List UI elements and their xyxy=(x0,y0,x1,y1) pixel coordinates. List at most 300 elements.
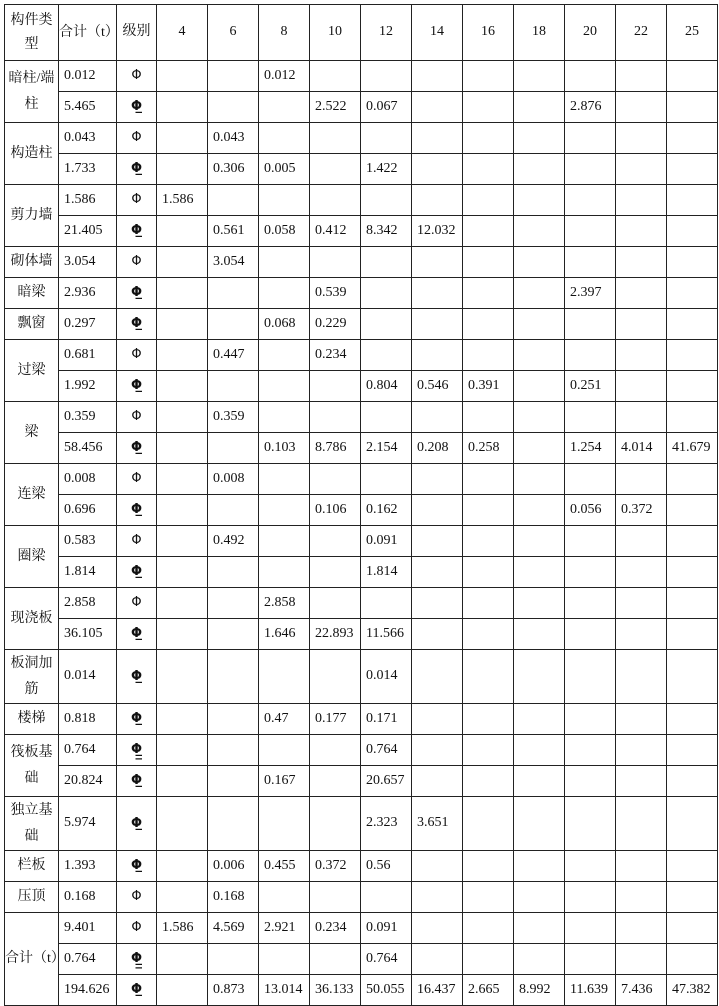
total-cell: 5.465 xyxy=(59,92,117,123)
component-type-cell: 压顶 xyxy=(5,882,59,913)
weight-cell xyxy=(565,882,616,913)
weight-cell xyxy=(157,704,208,735)
weight-cell xyxy=(667,123,718,154)
weight-cell xyxy=(616,464,667,495)
grade-symbol: Φ̲ xyxy=(117,704,157,735)
grade-symbol: Φ̲ xyxy=(117,650,157,704)
weight-cell xyxy=(412,61,463,92)
weight-cell xyxy=(667,526,718,557)
weight-cell xyxy=(514,588,565,619)
component-type-cell: 筏板基础 xyxy=(5,735,59,797)
weight-cell xyxy=(412,340,463,371)
weight-cell xyxy=(208,619,259,650)
total-cell: 0.359 xyxy=(59,402,117,433)
weight-cell xyxy=(565,557,616,588)
weight-cell xyxy=(463,216,514,247)
weight-cell xyxy=(514,185,565,216)
table-row xyxy=(5,851,718,882)
weight-cell: 0.058 xyxy=(259,216,310,247)
weight-cell: 0.492 xyxy=(208,526,259,557)
weight-cell: 8.342 xyxy=(361,216,412,247)
weight-cell: 0.372 xyxy=(616,495,667,526)
grade-symbol: Φ xyxy=(117,913,157,944)
weight-cell xyxy=(208,944,259,975)
header-diameter: 4 xyxy=(157,5,208,61)
weight-cell xyxy=(514,619,565,650)
weight-cell xyxy=(259,735,310,766)
weight-cell xyxy=(463,944,514,975)
weight-cell xyxy=(157,402,208,433)
weight-cell xyxy=(463,123,514,154)
weight-cell xyxy=(514,278,565,309)
table-row xyxy=(5,185,718,216)
weight-cell xyxy=(565,247,616,278)
total-cell: 0.297 xyxy=(59,309,117,340)
total-cell: 0.818 xyxy=(59,704,117,735)
weight-cell xyxy=(310,882,361,913)
weight-cell xyxy=(463,340,514,371)
weight-cell xyxy=(565,766,616,797)
table-row xyxy=(5,92,718,123)
weight-cell xyxy=(667,154,718,185)
weight-cell xyxy=(361,61,412,92)
weight-cell xyxy=(310,154,361,185)
weight-cell: 12.032 xyxy=(412,216,463,247)
grade-symbol: Φ xyxy=(117,123,157,154)
weight-cell: 0.251 xyxy=(565,371,616,402)
weight-cell xyxy=(463,766,514,797)
component-type-cell: 栏板 xyxy=(5,851,59,882)
weight-cell xyxy=(616,92,667,123)
weight-cell xyxy=(310,557,361,588)
weight-cell xyxy=(157,619,208,650)
grade-symbol: Φ xyxy=(117,526,157,557)
total-cell: 0.008 xyxy=(59,464,117,495)
weight-cell xyxy=(412,735,463,766)
weight-cell xyxy=(565,913,616,944)
weight-cell: 11.639 xyxy=(565,975,616,1006)
weight-cell: 0.804 xyxy=(361,371,412,402)
weight-cell xyxy=(565,588,616,619)
weight-cell xyxy=(667,216,718,247)
weight-cell xyxy=(565,851,616,882)
weight-cell: 1.586 xyxy=(157,913,208,944)
component-type-cell: 暗梁 xyxy=(5,278,59,309)
weight-cell xyxy=(667,92,718,123)
weight-cell xyxy=(616,402,667,433)
weight-cell xyxy=(412,882,463,913)
total-cell: 58.456 xyxy=(59,433,117,464)
weight-cell: 0.167 xyxy=(259,766,310,797)
grade-symbol: Φ̲ xyxy=(117,278,157,309)
weight-cell xyxy=(310,464,361,495)
weight-cell xyxy=(208,557,259,588)
weight-cell xyxy=(565,154,616,185)
weight-cell xyxy=(667,882,718,913)
weight-cell xyxy=(463,851,514,882)
weight-cell xyxy=(259,402,310,433)
header-diameter: 12 xyxy=(361,5,412,61)
weight-cell xyxy=(514,526,565,557)
weight-cell xyxy=(208,766,259,797)
weight-cell xyxy=(157,154,208,185)
component-type-cell: 板洞加筋 xyxy=(5,650,59,704)
weight-cell xyxy=(412,464,463,495)
weight-cell xyxy=(514,340,565,371)
weight-cell xyxy=(412,309,463,340)
weight-cell xyxy=(259,278,310,309)
weight-cell xyxy=(361,464,412,495)
grade-symbol: Φ xyxy=(117,464,157,495)
weight-cell xyxy=(616,704,667,735)
weight-cell xyxy=(565,944,616,975)
weight-cell: 2.522 xyxy=(310,92,361,123)
table-row xyxy=(5,371,718,402)
weight-cell xyxy=(157,766,208,797)
table-row xyxy=(5,913,718,944)
weight-cell xyxy=(361,185,412,216)
table-row xyxy=(5,61,718,92)
weight-cell xyxy=(667,650,718,704)
total-cell: 0.764 xyxy=(59,944,117,975)
weight-cell xyxy=(412,913,463,944)
table-row xyxy=(5,402,718,433)
weight-cell xyxy=(157,464,208,495)
weight-cell xyxy=(157,247,208,278)
grade-symbol: Φ̲ xyxy=(117,975,157,1006)
weight-cell: 0.561 xyxy=(208,216,259,247)
weight-cell: 0.234 xyxy=(310,340,361,371)
header-row xyxy=(5,5,718,61)
weight-cell xyxy=(514,247,565,278)
grade-symbol: Φ̲ xyxy=(117,216,157,247)
weight-cell xyxy=(616,588,667,619)
weight-cell xyxy=(667,588,718,619)
weight-cell xyxy=(361,588,412,619)
weight-cell: 7.436 xyxy=(616,975,667,1006)
weight-cell xyxy=(463,92,514,123)
total-cell: 194.626 xyxy=(59,975,117,1006)
weight-cell: 2.921 xyxy=(259,913,310,944)
weight-cell xyxy=(667,371,718,402)
weight-cell xyxy=(463,309,514,340)
weight-cell: 47.382 xyxy=(667,975,718,1006)
header-diameter: 8 xyxy=(259,5,310,61)
total-cell: 5.974 xyxy=(59,797,117,851)
weight-cell xyxy=(310,735,361,766)
weight-cell xyxy=(514,882,565,913)
weight-cell: 2.876 xyxy=(565,92,616,123)
weight-cell: 16.437 xyxy=(412,975,463,1006)
weight-cell: 1.814 xyxy=(361,557,412,588)
weight-cell xyxy=(667,278,718,309)
weight-cell xyxy=(565,619,616,650)
grade-symbol: Φ xyxy=(117,340,157,371)
weight-cell xyxy=(412,766,463,797)
weight-cell: 0.306 xyxy=(208,154,259,185)
header-type: 构件类型 xyxy=(5,5,59,61)
weight-cell xyxy=(667,185,718,216)
table-row xyxy=(5,619,718,650)
weight-cell: 0.359 xyxy=(208,402,259,433)
weight-cell xyxy=(412,247,463,278)
weight-cell xyxy=(463,278,514,309)
weight-cell xyxy=(514,123,565,154)
weight-cell xyxy=(514,61,565,92)
weight-cell xyxy=(565,123,616,154)
weight-cell xyxy=(310,797,361,851)
weight-cell xyxy=(208,588,259,619)
total-cell: 1.733 xyxy=(59,154,117,185)
header-diameter: 18 xyxy=(514,5,565,61)
header-diameter: 22 xyxy=(616,5,667,61)
weight-cell xyxy=(412,92,463,123)
weight-cell: 4.569 xyxy=(208,913,259,944)
weight-cell xyxy=(616,766,667,797)
header-diameter: 25 xyxy=(667,5,718,61)
weight-cell xyxy=(463,154,514,185)
weight-cell xyxy=(157,495,208,526)
weight-cell xyxy=(157,975,208,1006)
total-cell: 0.696 xyxy=(59,495,117,526)
weight-cell: 2.665 xyxy=(463,975,514,1006)
weight-cell xyxy=(514,797,565,851)
table-row xyxy=(5,247,718,278)
weight-cell xyxy=(616,650,667,704)
weight-cell xyxy=(310,402,361,433)
weight-cell xyxy=(616,247,667,278)
weight-cell: 8.992 xyxy=(514,975,565,1006)
weight-cell xyxy=(412,185,463,216)
weight-cell: 20.657 xyxy=(361,766,412,797)
weight-cell: 0.171 xyxy=(361,704,412,735)
weight-cell xyxy=(208,92,259,123)
weight-cell xyxy=(565,464,616,495)
weight-cell xyxy=(616,557,667,588)
weight-cell xyxy=(412,944,463,975)
weight-cell xyxy=(310,526,361,557)
weight-cell: 0.106 xyxy=(310,495,361,526)
weight-cell xyxy=(412,851,463,882)
weight-cell xyxy=(259,797,310,851)
weight-cell xyxy=(616,123,667,154)
weight-cell xyxy=(310,61,361,92)
table-row xyxy=(5,944,718,975)
component-type-cell: 飘窗 xyxy=(5,309,59,340)
weight-cell: 0.372 xyxy=(310,851,361,882)
total-cell: 0.012 xyxy=(59,61,117,92)
weight-cell xyxy=(310,588,361,619)
weight-cell: 0.162 xyxy=(361,495,412,526)
weight-cell xyxy=(667,340,718,371)
weight-cell: 0.014 xyxy=(361,650,412,704)
weight-cell xyxy=(361,247,412,278)
weight-cell xyxy=(412,557,463,588)
weight-cell xyxy=(616,735,667,766)
weight-cell xyxy=(565,61,616,92)
weight-cell: 0.764 xyxy=(361,944,412,975)
header-total: 合计（t） xyxy=(59,5,117,61)
weight-cell xyxy=(463,797,514,851)
weight-cell xyxy=(412,704,463,735)
weight-cell xyxy=(514,402,565,433)
weight-cell xyxy=(157,944,208,975)
weight-cell xyxy=(667,402,718,433)
weight-cell: 0.391 xyxy=(463,371,514,402)
weight-cell xyxy=(157,851,208,882)
grade-symbol: Φ̲̲ xyxy=(117,735,157,766)
weight-cell: 1.422 xyxy=(361,154,412,185)
total-cell: 2.936 xyxy=(59,278,117,309)
weight-cell xyxy=(463,185,514,216)
weight-cell: 0.006 xyxy=(208,851,259,882)
weight-cell xyxy=(565,216,616,247)
weight-cell xyxy=(412,278,463,309)
total-cell: 2.858 xyxy=(59,588,117,619)
weight-cell xyxy=(412,619,463,650)
weight-cell: 0.103 xyxy=(259,433,310,464)
table-row xyxy=(5,735,718,766)
weight-cell xyxy=(463,913,514,944)
weight-cell: 8.786 xyxy=(310,433,361,464)
weight-cell xyxy=(412,526,463,557)
weight-cell xyxy=(514,557,565,588)
weight-cell xyxy=(361,402,412,433)
weight-cell xyxy=(208,278,259,309)
weight-cell: 0.177 xyxy=(310,704,361,735)
weight-cell xyxy=(157,92,208,123)
component-type-cell: 过梁 xyxy=(5,340,59,402)
weight-cell: 0.412 xyxy=(310,216,361,247)
grade-symbol: Φ xyxy=(117,402,157,433)
weight-cell xyxy=(157,309,208,340)
weight-cell xyxy=(259,882,310,913)
weight-cell xyxy=(667,944,718,975)
grade-symbol: Φ̲ xyxy=(117,851,157,882)
weight-cell: 0.008 xyxy=(208,464,259,495)
weight-cell: 0.229 xyxy=(310,309,361,340)
total-cell: 0.681 xyxy=(59,340,117,371)
weight-cell xyxy=(616,61,667,92)
component-type-cell: 梁 xyxy=(5,402,59,464)
grade-symbol: Φ̲ xyxy=(117,619,157,650)
weight-cell xyxy=(667,851,718,882)
weight-cell xyxy=(208,185,259,216)
component-type-cell: 圈梁 xyxy=(5,526,59,588)
weight-cell: 0.208 xyxy=(412,433,463,464)
header-grade: 级别 xyxy=(117,5,157,61)
weight-cell xyxy=(208,735,259,766)
weight-cell xyxy=(157,650,208,704)
weight-cell xyxy=(463,588,514,619)
table-row xyxy=(5,464,718,495)
total-cell: 1.393 xyxy=(59,851,117,882)
weight-cell xyxy=(208,371,259,402)
weight-cell xyxy=(208,650,259,704)
weight-cell xyxy=(667,735,718,766)
table-row xyxy=(5,797,718,851)
weight-cell xyxy=(412,154,463,185)
weight-cell xyxy=(514,913,565,944)
table-row xyxy=(5,975,718,1006)
weight-cell xyxy=(667,464,718,495)
weight-cell: 36.133 xyxy=(310,975,361,1006)
table-row xyxy=(5,495,718,526)
weight-cell xyxy=(463,735,514,766)
weight-cell xyxy=(157,216,208,247)
weight-cell: 3.651 xyxy=(412,797,463,851)
weight-cell xyxy=(310,766,361,797)
weight-cell xyxy=(514,735,565,766)
weight-cell: 0.56 xyxy=(361,851,412,882)
weight-cell xyxy=(463,61,514,92)
weight-cell xyxy=(565,402,616,433)
weight-cell: 2.323 xyxy=(361,797,412,851)
weight-cell: 2.858 xyxy=(259,588,310,619)
grade-symbol: Φ̲ xyxy=(117,495,157,526)
weight-cell xyxy=(616,309,667,340)
weight-cell xyxy=(361,340,412,371)
weight-cell xyxy=(310,650,361,704)
grade-symbol: Φ̲ xyxy=(117,557,157,588)
total-cell: 0.583 xyxy=(59,526,117,557)
weight-cell xyxy=(157,371,208,402)
total-cell: 1.992 xyxy=(59,371,117,402)
table-row xyxy=(5,588,718,619)
grade-symbol: Φ xyxy=(117,61,157,92)
weight-cell xyxy=(565,704,616,735)
weight-cell xyxy=(616,278,667,309)
weight-cell: 0.091 xyxy=(361,526,412,557)
grade-symbol: Φ̲̲ xyxy=(117,944,157,975)
grade-symbol: Φ̲ xyxy=(117,92,157,123)
weight-cell xyxy=(463,464,514,495)
weight-cell xyxy=(667,61,718,92)
weight-cell: 0.764 xyxy=(361,735,412,766)
total-cell: 36.105 xyxy=(59,619,117,650)
weight-cell xyxy=(616,154,667,185)
weight-cell xyxy=(259,526,310,557)
weight-cell: 0.539 xyxy=(310,278,361,309)
weight-cell: 22.893 xyxy=(310,619,361,650)
component-type-cell: 现浇板 xyxy=(5,588,59,650)
weight-cell: 0.068 xyxy=(259,309,310,340)
weight-cell xyxy=(361,123,412,154)
table-row xyxy=(5,154,718,185)
weight-cell xyxy=(157,123,208,154)
component-type-cell: 楼梯 xyxy=(5,704,59,735)
weight-cell xyxy=(259,371,310,402)
weight-cell xyxy=(514,944,565,975)
weight-cell xyxy=(514,371,565,402)
header-diameter: 16 xyxy=(463,5,514,61)
weight-cell xyxy=(616,851,667,882)
total-cell: 1.586 xyxy=(59,185,117,216)
weight-cell xyxy=(157,882,208,913)
weight-cell xyxy=(157,588,208,619)
weight-cell xyxy=(667,619,718,650)
grade-symbol: Φ̲ xyxy=(117,797,157,851)
component-type-cell: 合计（t） xyxy=(5,913,59,1006)
weight-cell xyxy=(616,619,667,650)
grade-symbol: Φ̲ xyxy=(117,154,157,185)
weight-cell xyxy=(361,309,412,340)
table-row xyxy=(5,526,718,557)
weight-cell xyxy=(514,154,565,185)
grade-symbol: Φ xyxy=(117,882,157,913)
weight-cell xyxy=(565,735,616,766)
weight-cell xyxy=(157,797,208,851)
